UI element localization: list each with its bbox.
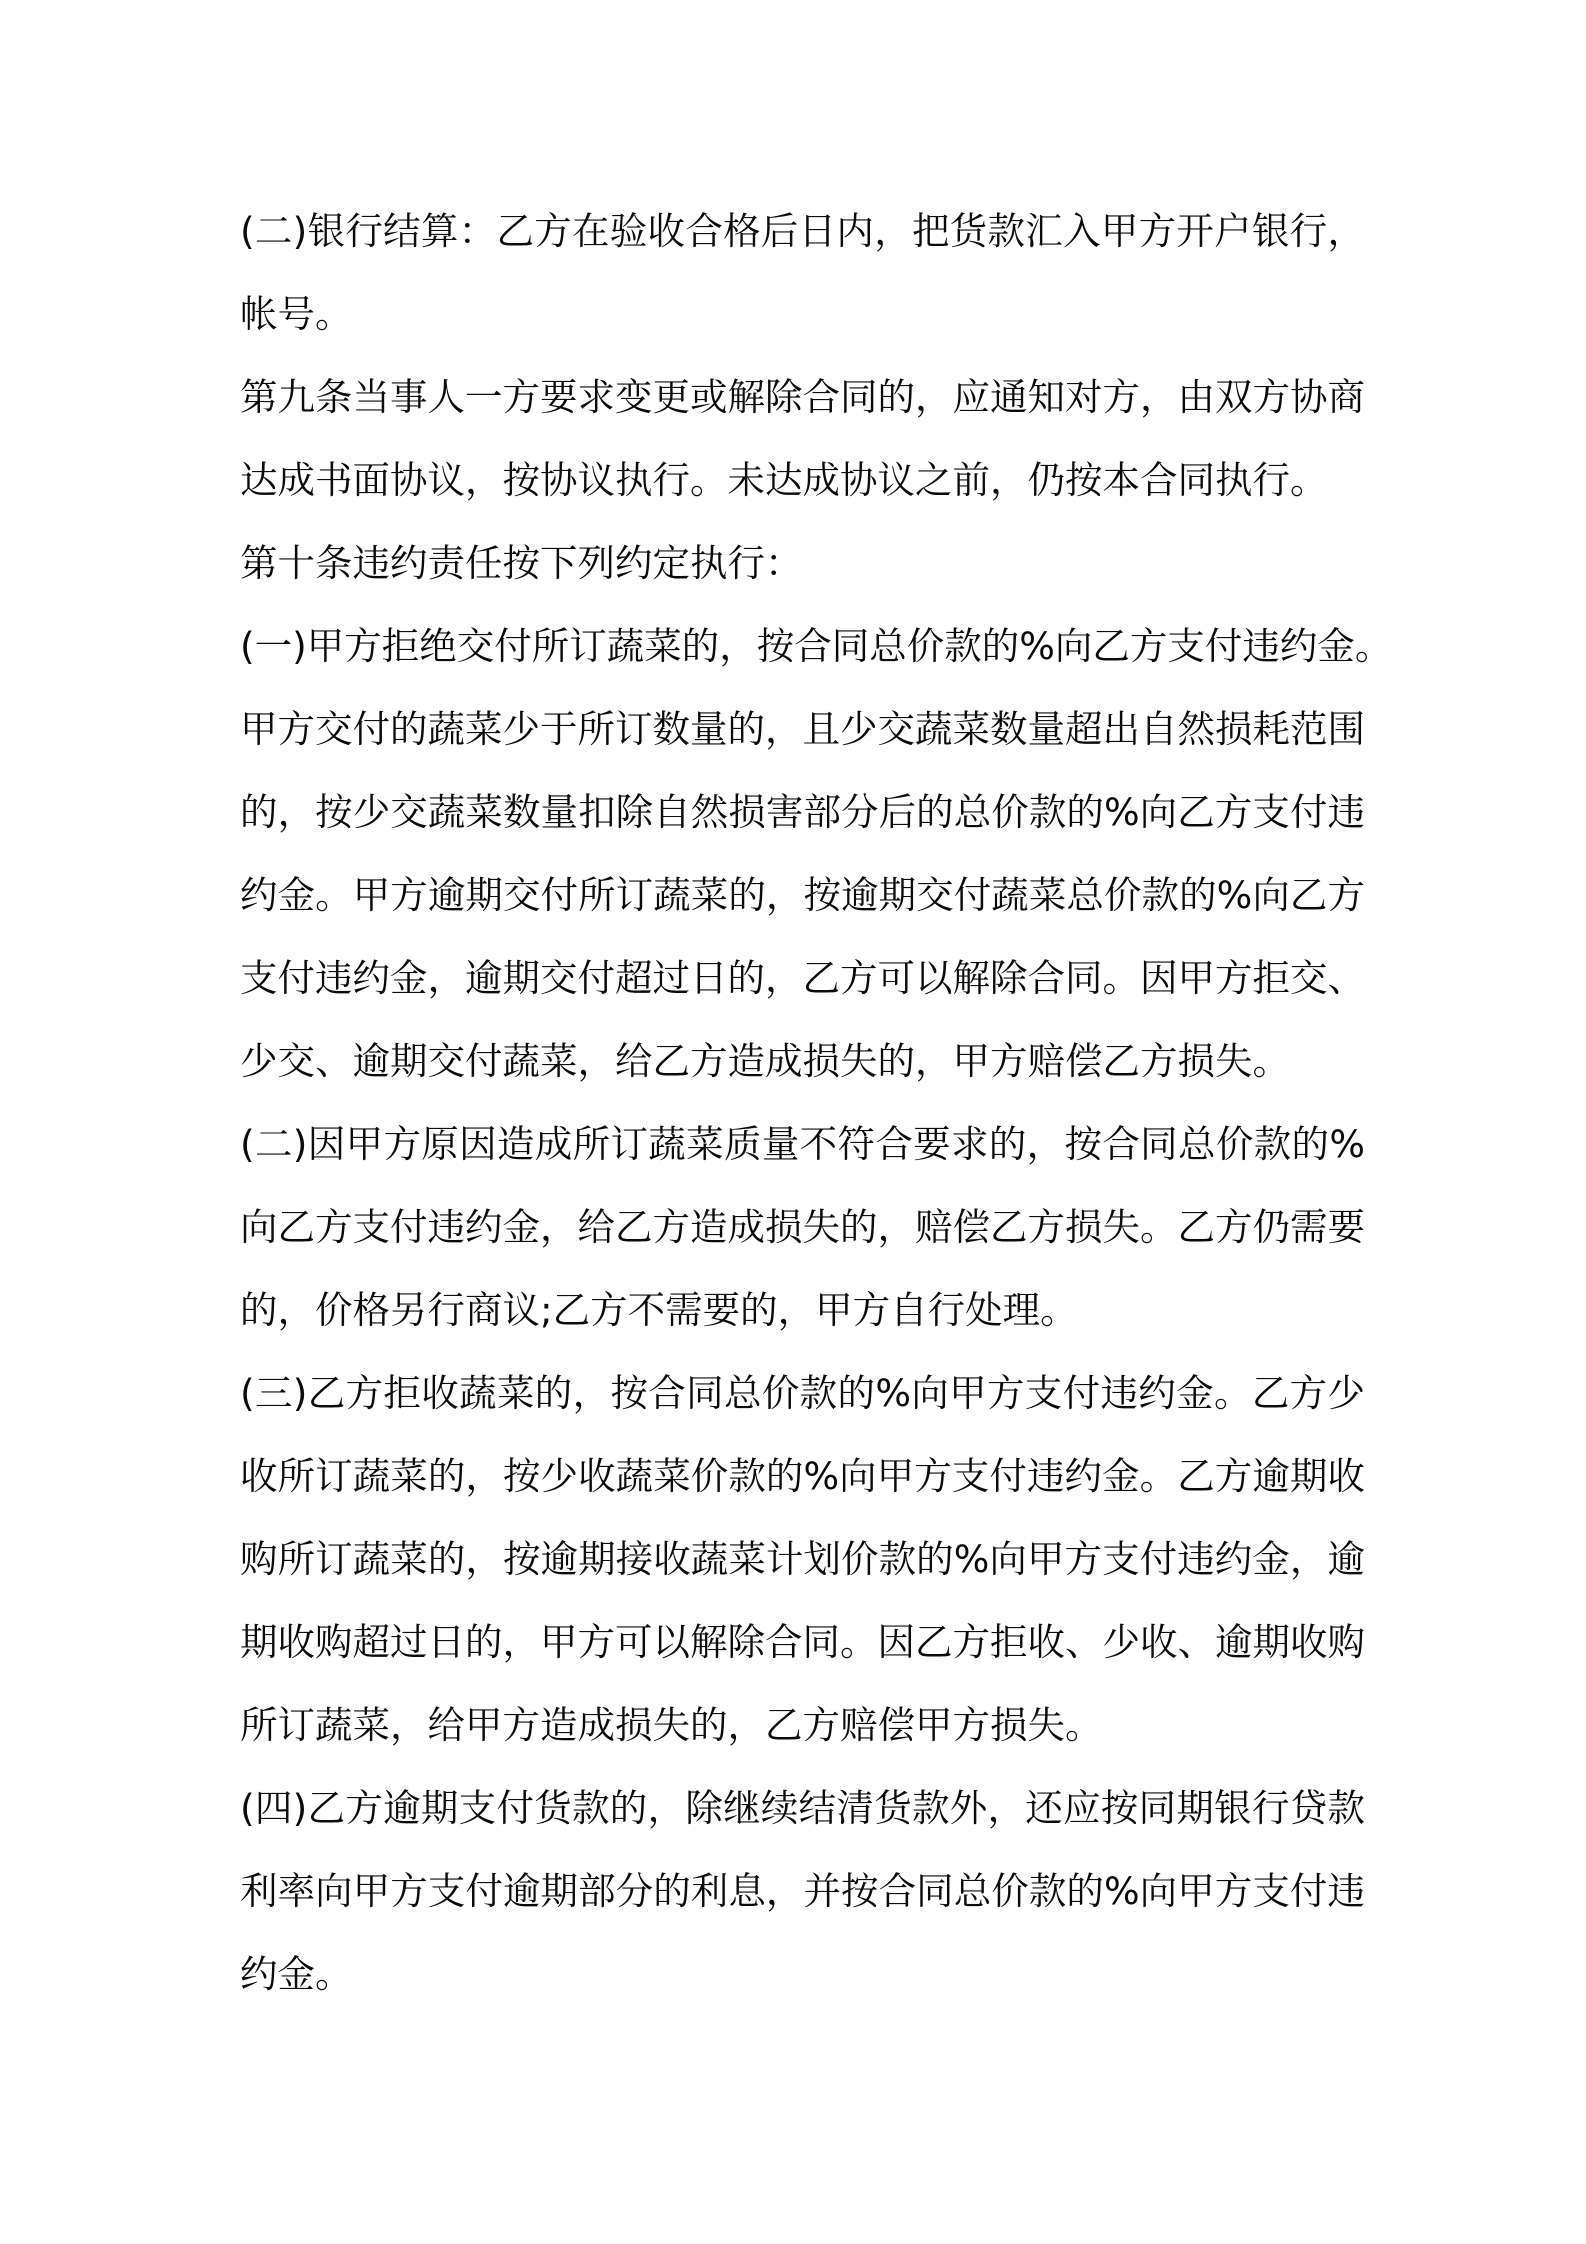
- text-line: 约金。: [240, 1952, 353, 1996]
- text-line: 收所订蔬菜的，按少收蔬菜价款的%向甲方支付违约金。乙方逾期收: [240, 1454, 1365, 1498]
- text-line: 所订蔬菜，给甲方造成损失的，乙方赔偿甲方损失。: [240, 1703, 1103, 1747]
- text-line: 利率向甲方支付逾期部分的利息，并按合同总价款的%向甲方支付违: [240, 1869, 1365, 1913]
- text-line: 期收购超过日的，甲方可以解除合同。因乙方拒收、少收、逾期收购: [240, 1620, 1365, 1664]
- text-line: 约金。甲方逾期交付所订蔬菜的，按逾期交付蔬菜总价款的%向乙方: [240, 873, 1365, 917]
- text-line: (二)银行结算：乙方在验收合格后日内，把货款汇入甲方开户银行，: [240, 209, 1365, 253]
- text-line: (二)因甲方原因造成所订蔬菜质量不符合要求的，按合同总价款的%: [240, 1122, 1365, 1166]
- text-line: (四)乙方逾期支付货款的，除继续结清货款外，还应按同期银行贷款: [240, 1786, 1365, 1830]
- text-line: 的，价格另行商议;乙方不需要的，甲方自行处理。: [240, 1288, 1078, 1332]
- text-line: 的，按少交蔬菜数量扣除自然损害部分后的总价款的%向乙方支付违: [240, 790, 1365, 834]
- text-line: 向乙方支付违约金，给乙方造成损失的，赔偿乙方损失。乙方仍需要: [240, 1205, 1365, 1249]
- text-line: (三)乙方拒收蔬菜的，按合同总价款的%向甲方支付违约金。乙方少: [240, 1371, 1365, 1415]
- text-line: 第十条违约责任按下列约定执行：: [240, 541, 803, 585]
- text-line: (一)甲方拒绝交付所订蔬菜的，按合同总价款的%向乙方支付违约金。: [240, 624, 1393, 668]
- text-line: 支付违约金，逾期交付超过日的，乙方可以解除合同。因甲方拒交、: [240, 956, 1365, 1000]
- text-line: 第九条当事人一方要求变更或解除合同的，应通知对方，由双方协商: [240, 375, 1365, 419]
- text-line: 少交、逾期交付蔬菜，给乙方造成损失的，甲方赔偿乙方损失。: [240, 1039, 1290, 1083]
- text-line: 帐号。: [240, 292, 353, 336]
- text-line: 甲方交付的蔬菜少于所订数量的，且少交蔬菜数量超出自然损耗范围: [240, 707, 1365, 751]
- text-line: 达成书面协议，按协议执行。未达成协议之前，仍按本合同执行。: [240, 458, 1328, 502]
- text-line: 购所订蔬菜的，按逾期接收蔬菜计划价款的%向甲方支付违约金，逾: [240, 1537, 1365, 1581]
- contract-body: [240, 202, 1393, 2028]
